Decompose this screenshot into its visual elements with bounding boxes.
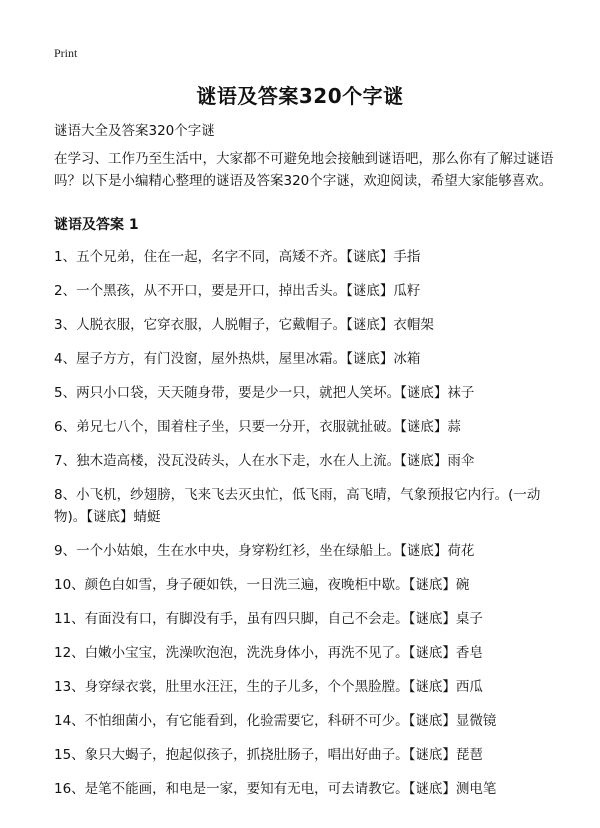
riddle-item: 11、有面没有口，有脚没有手，虽有四只脚，自己不会走。【谜底】桌子	[54, 611, 483, 627]
riddle-item: 8、小飞机，纱翅膀，飞来飞去灭虫忙，低飞雨，高飞晴，气象预报它内行。(一动物)。【谜底】蜻蜓	[54, 487, 541, 525]
riddle-item: 13、身穿绿衣裳，肚里水汪汪，生的子儿多，个个黑脸膛。【谜底】西瓜	[54, 679, 483, 695]
page-title: 谜语及答案320个字谜	[196, 84, 404, 108]
intro-paragraph: 在学习、工作乃至生活中，大家都不可避免地会接触到谜语吧，那么你有了解过谜语吗？以下是小编精心整理的谜语及答案320个字谜，欢迎阅读，希望大家能够喜欢。	[54, 151, 554, 189]
riddle-item: 5、两只小口袋，天天随身带，要是少一只，就把人笑坏。【谜底】袜子	[54, 385, 475, 401]
print-link[interactable]: Print	[54, 46, 78, 60]
riddle-item: 16、是笔不能画，和电是一家，要知有无电，可去请教它。【谜底】测电笔	[54, 781, 497, 797]
riddle-item: 3、人脱衣服，它穿衣服，人脱帽子，它戴帽子。【谜底】衣帽架	[54, 317, 434, 333]
riddle-item: 10、颜色白如雪，身子硬如铁，一日洗三遍，夜晚柜中歇。【谜底】碗	[54, 577, 470, 593]
section-heading: 谜语及答案 1	[54, 217, 139, 233]
riddle-item: 6、弟兄七八个，围着柱子坐，只要一分开，衣服就扯破。【谜底】蒜	[54, 419, 461, 435]
riddle-item: 1、五个兄弟，住在一起，名字不同，高矮不齐。【谜底】手指	[54, 249, 421, 265]
riddle-item: 12、白嫩小宝宝，洗澡吹泡泡，洗洗身体小，再洗不见了。【谜底】香皂	[54, 645, 483, 661]
riddle-item: 9、一个小姑娘，生在水中央，身穿粉红衫，坐在绿船上。【谜底】荷花	[54, 543, 475, 559]
riddle-item: 4、屋子方方，有门没窗，屋外热烘，屋里冰霜。【谜底】冰箱	[54, 351, 421, 367]
riddle-item: 2、一个黑孩，从不开口，要是开口，掉出舌头。【谜底】瓜籽	[54, 283, 421, 299]
page-subtitle: 谜语大全及答案320个字谜	[54, 123, 215, 139]
riddle-item: 14、不怕细菌小，有它能看到，化验需要它，科研不可少。【谜底】显微镜	[54, 713, 497, 729]
riddle-item: 7、独木造高楼，没瓦没砖头，人在水下走，水在人上流。【谜底】雨伞	[54, 453, 475, 469]
riddle-item: 15、象只大蝎子，抱起似孩子，抓挠肚肠子，唱出好曲子。【谜底】琵琶	[54, 747, 483, 763]
